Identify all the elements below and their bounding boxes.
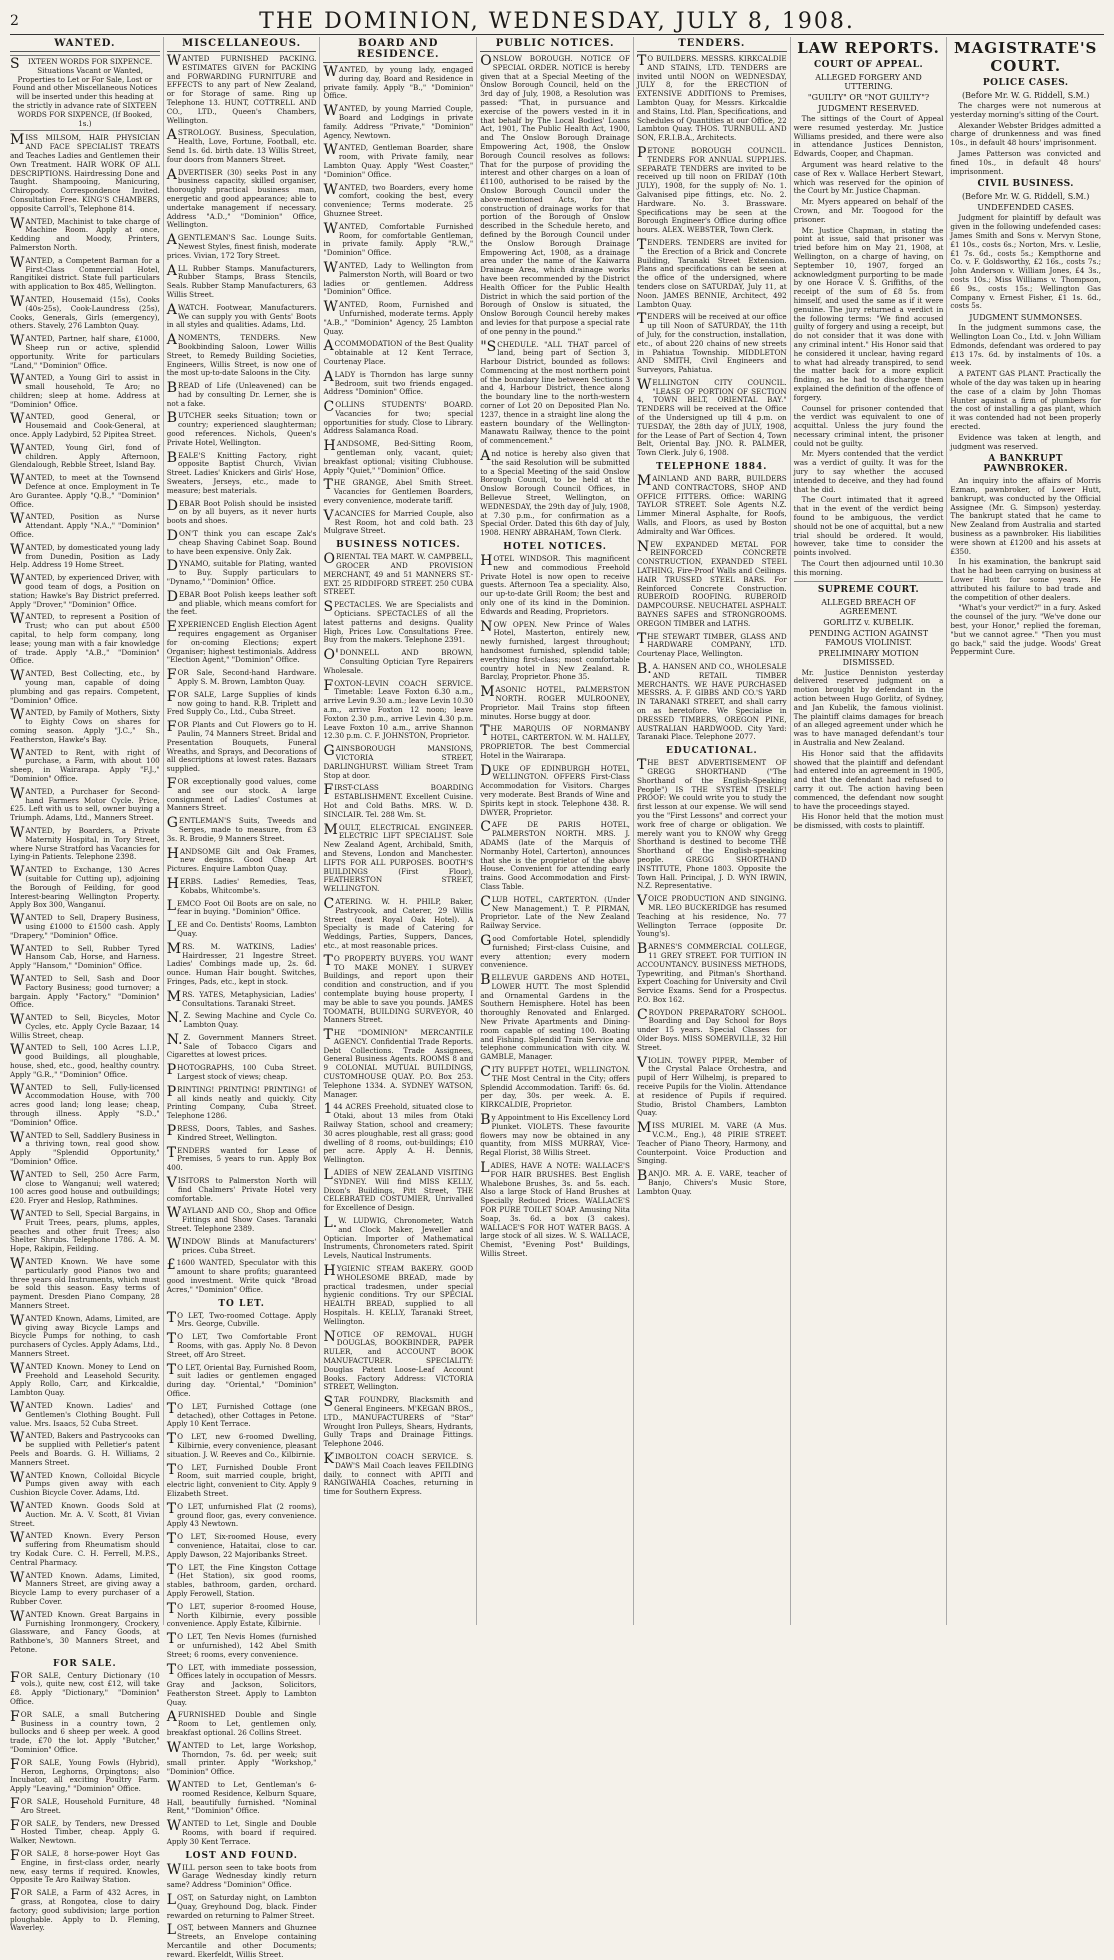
hotel-notice: NOW OPEN. New Prince of Wales Hotel, Masterton, entirely new, newly furnished, largest throughout; handsomest furnished, splendid table; everything first-class; most comfortable country hotel in New Zealand. R. Barclay, Proprietor. Phone 35. [480,618,630,682]
civil-magistrate: (Before Mr. W. G. Riddell, S.M.) [962,192,1090,202]
classified-ad: WANTED, to represent a Position of Trust; who can put about £500 capital, to help form company, long lease; young man with a fair knowledge of trade. Apply "A.B.," "Dominion" Office. [10,611,160,666]
business-notice: ORIENTAL TEA MART. W. CAMPBELL, GROCER AND PROVISION MERCHANT, 49 and 51 MANNERS ST.-EXT. 25 RIDDIFORD STREET. 250 CUBA STREET. [323,551,474,597]
miscellaneous-ad: HERBS. Ladies' Remedies, Teas, Kobabs, Whitcombe's. [166,875,317,895]
report-paragraph: "What's your verdict?" in a fury. Asked the counsel of the jury. "We've done our best, your Honor," replied the foreman, "but we cannot agree." "Then you must go back," said the judge. Woods' Great Peppermint Cure. [950,603,1101,657]
report-paragraph: Mr. Myers appeared on behalf of the Crown, and Mr. Toogood for the prisoner. [793,197,944,224]
report-paragraph: Mr. Justice Chapman, in stating the point at issue, said that prisoner was tried before him on May 21, 1908, at Wellington, on a charge of having, on September 10, 1907, forged an acknowledgment purporting to be made by one Horace V. S. Griffiths, of the receipt of the sum of £8 5s. from himself, and used the same as if it were genuine. The jury returned a verdict in the following terms: "We find accused guilty of forgery and using a receipt, but do not consider that it was done with any criminal intent." His Honor said that he considered it unclear, having regard to what had already transpired, to send the matter back for a more explicit finding, as he had to discharge them explained the definition of the offence of forgery. [793,225,944,402]
classified-ad: WANTED, a Competent Barman for a First-Class Commercial Hotel, Rangitikei district. State full particulars with application to Box 485, Wellington. [10,254,160,292]
case2-subheading2: PENDING ACTION AGAINST FAMOUS VIOLINIST. [808,628,929,647]
miscellaneous-ad: FOR Sale, Second-hand Hardware. Apply S. M. Brown, Lambton Quay. [166,667,317,686]
business-ads-list [323,553,473,1497]
classified-ad: WANTED to Sell, Saddlery Business in a thriving town, real good show. Apply "Splendid Opportunity," "Dominion" Office. [10,1129,160,1167]
lost-found-ad: LOST, on Saturday night, on Lambton Quay, Greyhound Dog, black. Finder rewarded on returning to Palmer Street. [166,1892,317,1920]
board-ad: WANTED, by young Married Couple, Board and Lodgings in private family. Address "Private," "Dominion" Agency, Newtown. [323,103,474,140]
to-let-ad: TO LET, Two Comfortable Front Rooms, with gas. Apply No. 8 Devon Street, off Aro Street. [166,1331,317,1359]
miscellaneous-ad: BUTCHER seeks Situation; town or country; experienced slaughterman; good references. Nichols, Queen's Private Hotel, Wellington. [166,410,317,447]
board-ad: HANDSOME, Bed-Sitting Room, gentleman only, vacant, quiet; breakfast optional; visiting Clubhouse. Apply "Quiet," "Dominion" Office. [323,438,474,475]
miscellaneous-ad: EXPERIENCED English Election Agent requires engagement as Organiser for on-coming Elections; expert Organiser; highest testimonials. Address "Election Agent," "Dominion" Office. [166,619,317,665]
report-paragraph: His Honor said that the affidavits showed that the plaintiff and defendant had entered into an agreement in 1905, and that the defendant had refused to carry it out. The action having been commenced, the defendant now sought to have the proceedings stayed. [793,748,944,811]
for-sale-ad: FOR SALE, 8 horse-power Hoyt Gas Engine, in first-class order, nearly new, easy terms if required. Knowles, Opposite Te Aro Railway Station. [10,1848,160,1885]
lost-found-ad: WILL person seen to take boots from Garage Wednesday kindly return same? Address "Dominion" Office. [166,1861,317,1890]
board-ad: WANTED, two Boarders, every home comfort, cooking the best, every convenience; Terms moderate. 25 Ghuznee Street. [323,181,474,218]
column-header-tenders: TENDERS. [637,37,787,52]
business-notice: 144 ACRES Freehold, situated close to Otaki, about 13 miles from Otaki Railway Station, school and creamery; 30 acres ploughable, rest all grass; good dwelling of 8 rooms, out-buildings; £10 per acre. Apply A. H. Dennis, Wellington. [323,1101,474,1165]
case2-heading: ALLEGED BREACH OF AGREEMENT. [821,597,916,616]
miscellaneous-ad: PHOTOGRAPHS, 100 Cuba Street. Largest stock of views; cheap. [166,1062,317,1082]
educational-ad: THE BEST ADVERTISEMENT OF GREGG SHORTHAND ("The Shorthand of the English-Speaking People") IS THE SYSTEM ITSELF! PROOF: We could write you to study the first lesson at our expense. We will send you the "First Lessons" and correct your work free of charge or obligation. We merely want you to KNOW why Gregg Shorthand is destined to become THE Shorthand of the English-speaking people. GREGG SHORTHAND INSTITUTE, Phone 1803. Opposite the Town Hall. Principal, J. D. WYN IRWIN, N.Z. Representative. [636,757,787,891]
business-notice: FOXTON-LEVIN COACH SERVICE. Timetable: Leave Foxton 6.30 a.m., arrive Levin 9.30 a.m.; leave Levin 10.30 a.m., arrive Foxton 12 noon; leave Foxton 2.30 p.m., arrive Levin 4.30 p.m. Leave Foxton 10 a.m., arrive Shannon 12.30 p.m. C. F. JOHNSTON, Proprietor. [323,677,474,741]
for-sale-list [10,1669,160,1934]
miscellaneous-ad: MRS. YATES, Metaphysician, Ladies' Consultations. Taranaki Street. [166,988,317,1008]
tender-notice: TO BUILDERS. MESSRS. KIRKCALDIE AND STAINS, LTD. TENDERS are invited until NOON on WEDNESDAY, JULY 8, for the ERECTION of EXTENSIVE ADDITIONS to Premises, Lambton Quay, for Messrs. Kirkcaldie and Stains, Ltd. Plan, Specifications, and Schedules of Quantities at our Office, 22 Lambton Quay. THOS. TURNBULL AND SON, F.R.I.B.A., Architects. [636,53,787,143]
classified-ad: WANTED, Best Collecting, etc., by young man, capable of doing plumbing and gas repairs. Competent, "Dominion" Office. [10,668,160,705]
miscellaneous-ad: BEALE'S Knitting Factory, right opposite Baptist Church, Vivian Street. Ladies' Knickers and Girls' Hose, Sweaters, Jerseys, etc., made to measure; best materials. [166,449,317,495]
to-let-ad: TO LET, unfurnished Flat (2 rooms), ground floor, gas, every convenience. Apply 43 Newtown. [166,1500,317,1529]
judgment-summonses: JUDGMENT SUMMONSES. [969,313,1083,323]
police-paragraphs [950,102,1101,176]
report-paragraph: Mr. Justice Denniston yesterday delivered reserved judgment on a motion brought by defendant in the action between Hugo Gorlitz, of Sydney, and Jan Kubelik, the famous violinist. The plaintiff claims damages for breach of an alleged agreement under which he was to have managed defendant's tour in Australia and New Zealand. [793,667,944,748]
educational-ad: CROYDON PREPARATORY SCHOOL. Boarding and Day School for Boys under 15 years. Special Classes for Older Boys. MISS SOMERVILLE, 32 Hill Street. [636,1006,787,1052]
business-header: BUSINESS NOTICES. [336,540,461,551]
to-let-ad: TO LET, Furnished Cottage (one detached), other Cottages in Petone. Apply 10 Kent Terrace. [166,1400,317,1429]
hotel-notice: By Appointment to His Excellency Lord Plunket. VIOLETS. These favourite flowers may now be obtained in any quantity, from MISS MURRAY, Vice-Regal Florist, 38 Willis Street. [480,1112,630,1158]
hotel-notice: DUKE OF EDINBURGH HOTEL, WELLINGTON. OFFERS First-Class Accommodation for Visitors. Charges very moderate. Best Brands of Wine and Spirits kept in stock. Telephone 438. R. DWYER, Proprietor. [480,762,630,817]
miscellaneous-ad: AWATCH. Footwear, Manufacturers. We can supply you with Gents' Boots in all styles and qualities. Adams, Ltd. [166,301,317,330]
to-let-header: TO LET. [218,1298,265,1309]
telephone-header: TELEPHONE 1884. [656,462,768,473]
classified-ad: WANTED, a Young Girl to assist in small household, Te Aro; no children; sleep at home. Address at "Dominion" Office. [10,372,160,409]
educational-ad: BARNES'S COMMERCIAL COLLEGE, 11 GREY STREET. FOR TUITION IN ACCOUNTANCY. BUSINESS METHODS, Typewriting, and Pitman's Shorthand. Expert Coaching for University and Civil Service Exams. Send for a Prospectus. P.O. Box 162. [636,941,787,1004]
lost-found-header: LOST AND FOUND. [185,1850,298,1861]
columns [10,37,1104,1959]
classified-ad: WANTED Known. Money to Lend on Freehold and Leasehold Security. Apply Rollo, Carr, and Kirkcaldie, Lambton Quay. [10,1360,160,1398]
classified-ad: WANTED, good General, or Housemaid and Cook-General, at once. Apply Ladybird, 52 Pipitea Street. [10,411,160,440]
miscellaneous-ad: N.Z. Sewing Machine and Cycle Co. Lambton Quay. [166,1010,317,1030]
to-let-ad: WANTED to Let, large Workshop, Thorndon, 7s. 6d. per week; suit small printer. Apply "Workshop," "Dominion" Office. [166,1739,317,1777]
column-wanted [10,37,164,1933]
case2-subheading3: PRELIMINARY MOTION DISMISSED. [818,648,919,667]
board-ad: THE GRANGE, Abel Smith Street. Vacancies for Gentlemen Boarders, every convenience, moderate tariff. [323,477,474,506]
civil-paragraphs [950,214,1101,311]
business-notice: L.W. LUDWIG, Chronometer, Watch and Clock Maker, Jeweller and Optician. Importer of Mathematical Instruments, Chronometers rated. Spirit Levels, Nautical Instruments. [323,1215,474,1261]
builder-ad: MAINLAND AND BARR, BUILDERS AND CONTRACTORS, SHOP AND OFFICE FITTERS. Office: WARING TAYLOR STREET. Sole Agents N.Z. Limmer Mineral Asphalte, for Roofs, Walls, and Floors, as used by Boston Admiralty and War Offices. [636,473,787,536]
hotel-notice: CITY BUFFET HOTEL, WELLINGTON. THE Most Central in the City; offers Splendid Accommodation. Tariff: 6s. 6d. per day, 30s. per week. A. E. KIRKCALDIE, Proprietor. [480,1064,630,1110]
miscellaneous-ad: MRS. M. WATKINS, Ladies' Hairdresser, 21 Ingestre Street. Ladies' Combings made up, 2s. 6d. ounce. Human Hair bought. Switches, Fringes, Pads, etc., kept in stock. [166,940,317,986]
business-notice: NOTICE OF REMOVAL. HUGH DOUGLAS, BOOKBINDER, PAPER RULER, and ACCOUNT BOOK MANUFACTURER. SPECIALITY: Douglas Patent Loose-Leaf Account Books. Factory Address: VICTORIA STREET, Wellington. [323,1328,474,1392]
to-let-ad: TO LET, Two-roomed Cottage. Apply Mrs. George, Cubville. [166,1309,317,1329]
column-magistrate [950,37,1104,1625]
police-magistrate: (Before Mr. W. G. Riddell, S.M.) [962,91,1090,100]
to-let-ad: WANTED to Let, Single and Double Rooms, with board if required. Apply 30 Kent Terrace. [166,1818,317,1846]
masthead [10,8,1104,35]
miscellaneous-ad: N.Z. Government Manners Street. Sale of Tobacco Cigars and Cigarettes at lowest prices. [166,1031,317,1060]
miscellaneous-ad: FOR SALE, Large Supplies of kinds now going to hand. R.B. Triplett and Fred Supply Co., Ltd., Cuba Street. [166,688,317,717]
classified-ad: WANTED Known, Colloidal Bicycle Pumps given away with each Cushion Bicycle Cover. Adams, Ltd. [10,1469,160,1498]
hotel-notice: BELLEVUE GARDENS AND HOTEL, LOWER HUTT. The most Splendid and Ornamental Gardens in the Southern Hemisphere. Hotel has been thoroughly Renovated and Enlarged. New Private Apartments and Dining-room capable of seating 100. Boating and Fishing. Splendid Train Service and telephone communication with city. W. GAMBLE, Manager. [480,972,630,1062]
hotel-notice: Good Comfortable Hotel, splendidly furnished; First-class Cuisine, and every attention; every modern convenience. [480,932,630,970]
column-header-board: BOARD AND RESIDENCE. [323,37,473,63]
lost-found-ad: LOST, between Manners and Ghuznee Streets, an Envelope containing Mercantile and other Documents; reward. Ekerfeldt, Willis Street. [166,1922,317,1959]
classified-ad: WANTED, Bakers and Pastrycooks can be supplied with Pelletier's patent Peels and Boards. G. H. Williams, 2 Manners Street. [10,1430,160,1467]
miscellaneous-ad: DON'T think you can escape Zak's cheap Shaving Cabinet Soap. Bound to have been expensive. Only Zak. [166,528,317,556]
wanted-ads-list [10,134,160,1654]
board-ad: VACANCIES for Married Couple, also Rest Room, hot and cold bath. 23 Mulgrave Street. [323,507,474,536]
classified-ad: WANTED, by Boarders, a Private Maternity Hospital, in Tory Street, where Nurse Stratford has Vacancies for Lying-in Patients. Telephone 2398. [10,824,160,862]
bankrupt-paragraphs [950,477,1101,657]
miscellaneous-ad: LEE and Co. Dentists' Rooms, Lambton Quay. [166,919,317,938]
board-ad: ALADY is Thorndon has large sunny Bedroom, suit two friends engaged. Address "Dominion" Office. [323,368,474,397]
to-let-ad: TO LET, Ten Nevis Homes (furnished or unfurnished), 142 Abel Smith Street; 6 rooms, every convenience. [166,1631,317,1659]
builder-ad: B.A. HANSEN AND CO., WHOLESALE AND RETAIL TIMBER MERCHANTS. WE HAVE PURCHASED MESSRS. A. F. GIBBS AND CO.'S YARD IN TARANAKI STREET, and shall carry on as heretofore. We Specialise in DRESSED TIMBERS, OREGON PINE, AUSTRALIAN HARDWOOD. City Yard: Taranaki Place. Telephone 2077. [636,661,787,742]
undefended-cases: UNDEFENDED CASES. [977,203,1074,213]
business-notice: FIRST-CLASS BOARDING ESTABLISHMENT. Excellent Cuisine. Hot and Cold Baths. MRS. W. D. SINCLAIR. Tel. 288 Wm. St. [323,782,474,819]
hotel-notice: LADIES, HAVE A NOTE: WALLACE'S FOR HAIR BRUSHES. Best English Whalebone Brushes, 3s. and 5s. each. Also a large Stock of Hand Brushes at Specially Reduced Prices. WALLACE'S FOR PURE TOILET SOAP. Amusing Nita Soap, 3s. 6d. a box (3 cakes). WALLACE'S FOR HOT WATER BAGS. A large stock of all sizes. W. S. WALLACE, Chemist, "Evening Post" Buildings, Willis Street. [480,1160,630,1258]
column-board [323,37,477,1625]
business-notice: LADIES of NEW ZEALAND VISITING SYDNEY. Will find MISS KELLY, Dixon's Buildings, Pitt Street, THE CELEBRATED COSTUMIER, Unrivalled for Excellence of Design. [323,1167,474,1213]
classified-ad: WANTED to Sell, Rubber Tyred Hansom Cab, Horse, and Harness. Apply "Hansom," "Dominion" Office. [10,942,160,971]
miscellaneous-ad: WANTED FURNISHED PACKING. ESTIMATES GIVEN for PACKING and FORWARDING FURNITURE and EFFECTS to any part of New Zealand, or for Storage of same. Ring up Telephone 13. HUNT, COTTRELL AND CO., LTD., Queen's Chambers, Wellington. [166,53,317,125]
educational-ad: BANJO. MR. A. E. VARE, teacher of Banjo, Chivers's Music Store, Lambton Quay. [636,1168,787,1196]
miscellaneous-ad: £1600 WANTED, Speculator with this amount to share profits; guaranteed good investment. Write quick "Broad Acres," "Dominion" Office. [166,1257,317,1294]
hotel-notices-list [480,555,630,1259]
miscellaneous-ad: WAYLAND AND CO., Shop and Office Fittings and Show Cases. Taranaki Street. Telephone 2389. [166,1205,317,1234]
report-paragraph: The Court then adjourned until 10.30 this morning. [793,559,944,577]
hotel-header: HOTEL NOTICES. [503,542,607,553]
miscellaneous-ad: ANOMENTS, TENDERS. New Bookbinding Saloon, Lower Willis Street, to Remedy Building Societies, Engineers, Willis Street, is now one of the most up-to-date Saloons in the City. [166,332,317,378]
business-notice: CATERING. W. H. PHILP, Baker, Pastrycook, and Caterer, 29 Willis Street (next Royal Oak Hotel). A Specialty is made of Catering for Weddings, Parties, Suppers, Dances, etc., at most reasonable prices. [323,895,474,950]
hotel-notice: HOTEL WINDSOR. This magnificent new and commodious Freehold Private Hotel is now open to receive guests. Afternoon Tea a speciality. Also, our up-to-date Grill Room; the best and only one of its kind in the Dominion. Edwards and Reading, Proprietors. [480,553,630,616]
column-tenders [637,37,791,1625]
case1-subheading: "GUILTY" OR "NOT GUILTY"? [807,93,930,102]
for-sale-ad: FOR SALE, Young Fowls (Hybrid), Heron, Leghorns, Orpingtons; also Incubator, all exciting Poultry Farm. Apply "Leaving," "Dominion" Office. [10,1756,160,1794]
classified-ad: WANTED, Housemaid (15s), Cooks (40s-25s), Cook-Laundress (25s), Cooks, Generals, Girls (emergency), others. Stavely, 276 Lambton Quay. [10,293,160,331]
law-reports-title: LAW REPORTS. [797,39,940,57]
business-notice: STAR FOUNDRY, Blacksmith and General Engineers. M'KEGAN BROS., LTD., MANUFACTURERS of "Star" Wrought Iron Pulleys, Shears, Hydrants, Gully Traps and Drainage Fittings. Telephone 2046. [323,1394,474,1449]
board-ad: WANTED, Gentleman Boarder, share room, with Private family, near Lambton Quay. Apply "West Coaster," "Dominion" Office. [323,142,474,179]
for-sale-ad: FOR SALE, a small Butchering Business in a country town, 2 bullocks and 6 sheep per week. A good trade, £70 the lot. Apply "Butcher," "Dominion" Office. [10,1708,160,1755]
to-let-ad: TO LET, the Fine Kingston Cottage (Het Station), six good rooms, stables, bathroom, garden, orchard. Apply Ferowell, Station. [166,1561,317,1598]
classified-ad: WANTED to Sell, Drapery Business, using £1000 to £1500 cash. Apply "Drapery," "Dominion" Office. [10,912,160,940]
for-sale-ad: FOR SALE, by Tenders, new Dressed Hosted Timber, cheap. Apply G. Walker, Newtown. [10,1817,160,1846]
public-notice: "SCHEDULE. "ALL THAT parcel of land, being part of Section 3, Harbour District, bounded as follows: Commencing at the most northern point of the boundary line between Sections 3 and 4, Harbour District, thence along the boundary line to the north-western corner of Lot 20 on Deposited Plan No. 1237, thence in a straight line along the eastern boundary of the Wellington-Manawatu Railway, thence to the point of commencement." [480,338,630,446]
wanted-intro: SIXTEEN WORDS FOR SIXPENCE. Situations Vacant or Wanted, Properties to Let or For Sale, Lost or Found and other Miscellaneous Notices will be inserted under this heading at the strictly in advance rate of SIXTEEN WORDS FOR SIXPENCE, (If Booked, 1s.) [10,55,160,131]
classified-ad: WANTED Known. Adams, Limited, Manners Street, are giving away a Bicycle Lamp to every purchaser of a Rubber Cover. [10,1569,160,1606]
police-cases: POLICE CASES. [982,78,1069,88]
public-notices-list [480,55,630,538]
page-number: 2 [10,13,19,29]
report-paragraph: In the judgment summons case, the Wellington Loan Co., Ltd. v. John William Edmonds, defendant was ordered to pay £13 17s. 6d. by instalments of 10s. a week. [950,323,1101,368]
to-let-ad: TO LET, new 6-roomed Dwelling, Kilbirnie, every convenience, pleasant situation. J. W. Reeves and Co., Kilbirnie. [166,1431,317,1459]
tenders-list [637,55,787,458]
misc-ads-list [167,55,317,1295]
for-sale-ad: FOR SALE, Century Dictionary (10 vols.), quite new, cost £12, will take £8. Apply "Dictionary," "Dominion" Office. [10,1669,160,1707]
educational-ad: VIOLIN. TOWEY PIPER, Member of the Crystal Palace Orchestra, and pupil of Herr Wilhelmj, is prepared to receive Pupils for the Violin. Attendance at residence of Pupils if required. Studio, Bristol Chambers, Lambton Quay. [636,1054,787,1118]
classified-ad: WANTED to Sell, Bicycles, Motor Cycles, etc. Apply Cycle Bazaar, 14 Willis Street, cheap. [10,1012,160,1040]
newspaper-title: THE DOMINION, WEDNESDAY, JULY 8, 1908. [259,8,855,34]
business-notice: SPECTACLES. We are Specialists and Opticians. SPECTACLES of all the latest patterns and designs. Quality High, Prices Low. Consultations Free. Buy from the makers. Telephone 2391. [323,599,474,645]
to-let-ad: TO LET, Oriental Bay, Furnished Room, suit ladies or gentlemen engaged during day. "Oriental," "Dominion" Office. [166,1361,317,1398]
miscellaneous-ad: PRINTING! PRINTING! PRINTING! of all kinds neatly and quickly. City Printing Company, Cuba Street. Telephone 1286. [166,1083,317,1121]
miscellaneous-ad: ALL Rubber Stamps. Manufacturers, Rubber Stamps, Brass Stencils, Seals. Rubber Stamp Manufacturers, 63 Willis Street. [166,262,317,299]
to-let-ad: TO LET, superior 8-roomed House, North Kilbirnie, every possible convenience. Apply Estate, Kilbirnie. [166,1600,317,1629]
report-paragraph: His Honor held that the motion must be dismissed, with costs to plaintiff. [793,812,944,831]
for-sale-ad: FOR SALE, Household Furniture, 48 Aro Street. [10,1796,160,1815]
summons-paragraphs [950,324,1101,451]
miscellaneous-ad: VISITORS to Palmerston North will find Chalmers' Private Hotel very comfortable. [166,1175,317,1203]
classified-ad: WANTED, a Purchaser for Second-hand Farmers Motor Cycle. Price, £25. Left with us to sell, owner buying a Triumph. Adams, Ltd., Manners Street. [10,785,160,823]
business-notice: HYGIENIC STEAM BAKERY. GOOD WHOLESOME BREAD, made by practical tradesmen, under special hygienic conditions. Try our SPECIAL HEALTH BREAD, supplied to all Hospitals. H. KELLY, Taranaki Street, Wellington. [323,1263,474,1326]
educational-list [637,759,787,1196]
miscellaneous-ad: HANDSOME Gilt and Oak Frames, new designs. Good Cheap Art Pictures. Enquire Lambton Quay. [166,845,317,874]
miscellaneous-ad: GENTLEMAN'S Suits, Tweeds and Serges, made to measure, from £3 3s. R. Brodie, 9 Manners Street. [166,815,317,843]
miscellaneous-ad: PRESS, Doors, Tables, and Sashes. Kindred Street, Wellington. [166,1123,317,1142]
column-header-public: PUBLIC NOTICES. [480,37,630,52]
business-notice: THE "DOMINION" MERCANTILE AGENCY. Confidential Trade Reports. Debt Collections. Trade Assignees, General Business Agents. ROOMS 8 and 9 COLONIAL MUTUAL BUILDINGS, CUSTOMHOUSE QUAY. P.O. Box 253. Telephone 1334. A. SYDNEY WATSON, Manager. [323,1027,474,1099]
miscellaneous-ad: TENDERS wanted for Lease of Premises, 5 years to run. Apply Box 400. [166,1144,317,1173]
educational-ad: MISS MURIEL M. VARE (A Mus. V.C.M., Eng.), 48 PIRIE STREET. Teacher of Piano Theory, Harmony, and Counterpoint. Voice Production and Singing. [636,1120,787,1166]
case1-paragraphs [794,115,944,578]
classified-ad: MISS MILSOM, HAIR PHYSICIAN AND FACE SPECIALIST TREATS and Teaches Ladies and Gentlemen their Own Treatment. HAIR WORK OF ALL DESCRIPTIONS. Hairdressing Done and Taught. Shampooing, Manicuring, Chiropody. Correspondence Invited. Consultation Free. KING'S CHAMBERS, opposite Carroll's, Telephone 814. [10,132,160,213]
business-notice: TO PROPERTY BUYERS. YOU WANT TO MAKE MONEY. I SURVEY Buildings, and report upon their condition and construction, and if you contemplate buying house property, I may be able to save you pounds. JAMES TOOMATH, BUILDING SURVEYOR, 40 Manners Street. [323,952,474,1025]
classified-ad: WANTED, by experienced Driver, with good team of dogs, a Position on station; Hawke's Bay District preferred. Apply "Drover," "Dominion" Office. [10,572,160,609]
classified-ad: WANTED, to meet at the Townsend Defence at once. Employment in Te Aro Gurantee. Apply "Q.B.," "Dominion" Office. [10,472,160,509]
tender-notice: PETONE BOROUGH COUNCIL. TENDERS FOR ANNUAL SUPPLIES. SEPARATE TENDERS are invited to be received up till noon on FRIDAY (10th JULY), 1908, for the supply of: No. 1. Galvanised pipe fittings, etc. No. 2. Hardware. No. 3. Brassware. Specifications may be seen at the Borough Engineer's Office during office hours. ALEX. WEBSTER, Town Clerk. [636,144,787,235]
business-notice: GAINSBOROUGH MANSIONS, VICTORIA STREET, DARLINGHURST. William Street Tram Stop at door. [323,743,474,780]
report-paragraph: Judgment for plaintiff by default was given in the following undefended cases: James Smith and Sons v. Mervyn Stone, £1 10s., costs 6s.; Norton, Mrs. v. Leslie, £1 7s. 6d., costs 5s.; Kempthorne and Co. v. F. Goldsworthy, £2 16s., costs 7s.; John Anderson v. William Jones, £4 3s., costs 10s.; Miss Williams v. Thompson, £6 9s., costs 15s.; Wellington Gas Company v. Ernest Fisher, £1 1s. 6d., costs 5s. [950,213,1101,311]
miscellaneous-ad: BREAD of Life (Unleavened) can be had by consulting Dr. Lerner, she is not a fake. [166,380,317,408]
miscellaneous-ad: ADVERTISER (30) seeks Post in any business capacity, skilled organiser, thoroughly practical business man, energetic and good appearance; able to undertake management if necessary. Address "A.D.," "Dominion" Office, Wellington. [166,166,317,230]
case1-subheading2: JUDGMENT RESERVED. [818,104,919,113]
board-ad: ACCOMMODATION of the Best Quality obtainable at 12 Kent Terrace, Courtenay Place. [323,338,474,366]
classified-ad: WANTED to Sell, 250 Acre Farm, close to Wanganui; well watered; 100 acres good house and outbuildings; £20. Fryer and Heslop, Rathmines. [10,1168,160,1206]
column-header-wanted: WANTED. [10,37,160,52]
to-let-ad: TO LET, Six-roomed House, every convenience, Hataitai, close to car. Apply Dawson, 22 Majoribanks Street. [166,1531,317,1559]
miscellaneous-ad: FOR exceptionally good values, come and see our stock. A large consignment of Ladies' Costumes at Manners Street. [166,775,317,813]
public-notice: And notice is hereby also given that the said Resolution will be submitted to a Special Meeting of the said Onslow Borough Council, to be held at the Onslow Borough Council Offices, in Bellevue Street, Wellington, on WEDNESDAY, the 29th day of July, 1908, at 7.30 p.m., for confirmation as a Special Order. Dated this 6th day of July, 1908. HENRY ABRAHAM, Town Clerk. [480,448,630,538]
bankrupt-heading: A BANKRUPT PAWNBROKER. [983,454,1069,475]
board-ad: WANTED, Comfortable Furnished Room, for comfortable Gentleman, in private family. Apply "R.W.," "Dominion" Office. [323,220,474,258]
tender-notice: TENDERS will be received at our office up till Noon of SATURDAY, the 11th of July, for the construction, installation, etc., of about 220 chains of new streets in Pahiatua Township. MIDDLETON AND SMITH, Civil Engineers and Surveyors, Pahiatua. [636,311,787,375]
business-notice: MOULT, ELECTRICAL ENGINEER. ELECTRIC LIFT SPECIALIST. Sole New Zealand Agent, Archibald, Smith, and Stevens, London and Manchester. LIFTS FOR ALL PURPOSES. BOOTH'S BUILDINGS (First Floor), FEATHERSTON STREET, WELLINGTON. [323,821,474,894]
civil-business: CIVIL BUSINESS. [977,179,1074,190]
report-paragraph: The Court intimated that it agreed that in the event of the verdict being found to be ambiguous, the verdict should not be one of acquittal, but a new trial should be ordered. It would, however, take time to consider the points involved. [793,495,944,558]
miscellaneous-ad: WINDOW Blinds at Manufacturers' prices. Cuba Street. [166,1235,317,1255]
report-paragraph: Counsel for prisoner contended that the verdict was equivalent to one of acquittal. Unless the jury found the necessary criminal intent, the prisoner could not be guilty. [793,403,944,448]
board-ad: WANTED, Lady to Wellington from Palmerston North, will Board or two ladies or gentlemen. Address "Dominion" Office. [323,259,474,297]
case2-paragraphs [794,669,944,831]
classified-ad: WANTED Known. We have some particularly good Pianos two and three years old Instruments, which must be sold this season. Easy terms of payment. Dresden Piano Company, 28 Manners Street. [10,1256,160,1310]
report-paragraph: James Patterson was convicted and fined 10s., in default 48 hours' imprisonment. [950,148,1101,176]
board-ad: WANTED, Room, Furnished and Unfurnished, moderate terms. Apply "A.B.," "Dominion" Agency, 25 Lambton Quay. [323,299,474,336]
tender-notice: WELLINGTON CITY COUNCIL. "LEASE OF PORTION OF SECTION 4, TOWN BELT, ORIENTAL BAY." TENDERS will be received at the Office of the Undersigned up till 4 p.m. on TUESDAY, the 28th day of JULY, 1908, for the Lease of Part of Section 4, Town Belt, Oriental Bay. JNO. R. PALMER, Town Clerk. July 6, 1908. [636,376,787,458]
hotel-notice: MASONIC HOTEL, PALMERSTON NORTH. ROGER MULROONEY, Proprietor. Mail Trains stop fifteen minutes. Horse buggy at door. [480,684,630,721]
report-paragraph: Evidence was taken at length, and judgment was reserved. [950,432,1101,451]
classified-ad: WANTED, Partner, half share, £1000, Sheep run or active, splendid opportunity. Write for particulars "Land," "Dominion" Office. [10,333,160,370]
to-let-list [166,1309,317,1847]
to-let-ad: AFURNISHED Double and Single Room to Let, gentlemen only, breakfast optional. 26 Collins Street. [166,1709,317,1738]
builders-list [637,475,787,742]
supreme-court: SUPREME COURT. [817,584,920,595]
column-header-misc: MISCELLANEOUS. [167,37,317,52]
classified-ad: WANTED, Machinist to take charge of Machine Room. Apply at once, Kedding and Moody, Printers, Palmerston North. [10,215,160,252]
classified-ad: WANTED to Sell, Fully-licensed Accommodation House, with 700 acres good land; long lease; cheap, through illness. Apply "S.D.," "Dominion" Office. [10,1081,160,1127]
magistrate-court-title: MAGISTRATE'S COURT. [954,39,1098,75]
miscellaneous-ad: AGENTLEMAN'S Sac. Lounge Suits. Newest Styles, finest finish, moderate prices. Vivian, 172 Tory Street. [166,232,317,260]
case2-subheading: GORLITZ v. KUBELIK. [823,617,914,627]
classified-ad: WANTED Known. Great Bargains in Furnishing Ironmongery, Crockery, Glassware, and Fancy Goods, at Rathbone's, 30 Manners Street, and Petone. [10,1608,160,1654]
column-miscellaneous [166,37,321,1959]
classified-ad: WANTED to Sell, Sash and Door Factory Business; good turnover; a bargain. Apply "Factory," "Dominion" Office. [10,972,160,1010]
report-paragraph: In his examination, the bankrupt said that he had been carrying on business at Lower Hutt for some years. He attributed his failure to bad trade and the competition of other dealers. [950,557,1101,602]
public-notice: ONSLOW BOROUGH. NOTICE OF SPECIAL ORDER. NOTICE is hereby given that at a Special Meeting of the Onslow Borough Council, held on the 3rd day of July, 1908, a Resolution was passed: "That, in pursuance and exercise of the powers vested in it in that behalf by The Local Bodies' Loans Act, 1901, The Public Health Act, 1900, and The Onslow Borough Drainage Empowering Act, 1908, the Onslow Borough Council resolves as follows: That for the purpose of providing the interest and other charges on a loan of £1100, authorised to be raised by the Onslow Borough Council under the above-mentioned Acts, for the construction of drainage works for that portion of the Borough of Onslow described in the Schedule hereto, and defined by the Borough Council under the Onslow Borough Drainage Empowering Act, 1908, as a drainage area under the name of the Kaiwarra Drainage Area, which drainage works have been recommended by the District Health Officer for the Public Health District in which the said portion of the Borough of Onslow is situated, the Onslow Borough Council hereby makes and levies for that purpose a special rate of one penny in the pound." [480,53,630,336]
for-sale-header: FOR SALE. [53,1658,117,1669]
classified-ad: WANTED, by domesticated young lady from Dunedin, Position as Lady Help. Address 19 Home Street. [10,541,160,570]
classified-ad: WANTED Known, Adams, Limited, are giving away Bicycle Lamps and Bicycle Pumps for nothing, to cash purchasers of Cycles. Apply Adams, Ltd., Manners Street. [10,1312,160,1358]
hotel-notice: CAFE DE PARIS HOTEL, PALMERSTON NORTH. MRS. J. ADAMS (late of the Marquis of Normanby Hotel, Carterton), announces that she is the proprietor of the above House. Convenient for attending early trains. Good Accommodation and First-Class Table. [480,819,630,891]
classified-ad: WANTED Known. Goods Sold at Auction. Mr. A. V. Scott, 81 Vivian Street. [10,1499,160,1528]
for-sale-ad: FOR SALE, a Farm of 432 Acres, in grass, at Rongotea, close to dairy factory; good subdivision; large portion ploughable. Apply to D. Fleming, Waverley. [10,1887,160,1933]
hotel-notice: CLUB HOTEL, CARTERTON. (Under New Management.) T. P. PIRMAN, Proprietor. Late of the New Zealand Railway Service. [480,893,630,931]
miscellaneous-ad: DEBAR Boot Polish should be insisted on by all buyers, as it never hurts boots and shoes. [166,497,317,526]
miscellaneous-ad: DYNAMO, suitable for Plating, wanted to Buy. Supply particulars to "Dynamo," "Dominion" Office. [166,558,317,587]
board-ad: COLLINS STUDENTS' BOARD. Vacancies for two; special opportunities for study. Close to Library. Address Salamanca Road. [323,399,474,436]
to-let-ad: TO LET, with immediate possession, Offices lately in occupation of Messrs. Gray and Jackson, Solicitors, Featherston Street. Apply to Lambton Quay. [166,1661,317,1707]
classified-ad: WANTED to Sell, 100 Acres L.I.P., good Buildings, all ploughable, house, shed, etc., good, healthy country. Apply "G.R.," "Dominion" Office. [10,1042,160,1079]
classified-ad: WANTED to Sell, Special Bargains, in Fruit Trees, pears, plums, apples, peaches and other fruit Trees; also Shelter Shrubs. Telephone 1786. A. M. Hope, Rakipin, Feilding. [10,1208,160,1254]
tender-notice: TENDERS. TENDERS are invited for the Erection of a Brick and Concrete Building, Taranaki Street Extension. Plans and specifications can be seen at the office of the undersigned, where tenders close on SATURDAY, July 11, at Noon. JAMES BENNIE, Architect, 492 Lambton Quay. [636,236,787,309]
miscellaneous-ad: LEMCO Foot Oil Boots are on sale, no fear in buying. "Dominion" Office. [166,897,317,917]
educational-ad: VOICE PRODUCTION AND SINGING. MR. LEO BUCKERIDGE has resumed Teaching at his residence, No. 77 Wellington Terrace (opposite Dr. Young's). [636,893,787,939]
builder-ad: THE STEWART TIMBER, GLASS AND HARDWARE COMPANY, LTD. Courtenay Place, Wellington. [636,630,787,659]
classified-ad: WANTED to Exchange, 130 Acres (suitable for Cutting up), adjoining the Borough of Feilding, for good Interest-bearing Wellington Property. Apply Box 300, Wanganui. [10,864,160,910]
court-of-appeal: COURT OF APPEAL. [813,60,924,70]
classified-ad: WANTED, by Family of Mothers, Sixty to Eighty Cows on shares for coming season. Apply "J.C.," Sh., Featherston, Hawke's Bay. [10,707,160,744]
classified-ad: WANTED, Position as Nurse Attendant. Apply "N.A.," "Dominion" Office. [10,511,160,540]
report-paragraph: Argument was heard relative to the case of Rex v. Wallace Herbert Stewart, which was reserved for the opinion of the Court by Mr. Justice Chapman. [793,159,944,196]
board-ads-list [323,66,473,536]
report-paragraph: An inquiry into the affairs of Morris Ezman, pawnbroker, of Lower Hutt, bankrupt, was conducted by the Official Assignee (Mr. G. Simpson) yesterday. The bankrupt stated that he came to New Zealand from Australia and started business as a pawnbroker. His liabilities were shown at £1200 and his assets at £350. [950,476,1101,556]
educational-header: EDUCATIONAL. [666,746,758,757]
business-notice: O'DONNELL AND BROWN, Consulting Optician Tyre Repairers Wholesale. [323,647,474,675]
classified-ad: WANTED Known. Every Person suffering from Rheumatism should try Kodak Cure. C. H. Ferrell, M.P.S., Central Pharmacy. [10,1530,160,1567]
report-paragraph: Alexander Webster Bridges admitted a charge of drunkenness and was fined 10s., in default 48 hours' imprisonment. [950,120,1101,148]
lost-found-list [166,1861,317,1960]
classified-ad: WANTED to Rent, with right of purchase, a Farm, with about 100 sheep, in Wairarapa. Apply "F.J.," "Dominion" Office. [10,746,160,783]
column-public [480,37,634,1625]
hotel-notice: THE MARQUIS OF NORMANBY HOTEL, CARTERTON. W. M. HALLEY, PROPRIETOR. The best Commercial Hotel in the Wairarapa. [480,723,630,760]
to-let-ad: WANTED to Let, Gentleman's 6-roomed Residence, Kelburn Square, Hall, beautifully furnished. "Nominal Rent," "Dominion" Office. [166,1779,317,1816]
builder-ad: NEW EXPANDED METAL FOR REINFORCED CONCRETE CONSTRUCTION, EXPANDED STEEL LATHING, Fire-Proof Walls and Ceilings. HAIR TRUSSED STEEL BARS. For Reinforced Concrete Construction. RUBEROID ROOFING. RUBEROID DAMPCOURSE. NEUCHATEL ASPHALT. BAYNES SAFES and STRONGROOMS. OREGON TIMBER and LATHS. [636,538,787,628]
column-law-reports [794,37,948,1625]
miscellaneous-ad: DEBAR Boot Polish keeps leather soft and pliable, which means comfort for the feet. [166,588,317,617]
case1-heading: ALLEGED FORGERY AND UTTERING. [815,73,922,91]
classified-ad: WANTED, Young Girl, fond of children. Apply Afternoon, Glendalough, Rebble Street, Island Bay. [10,441,160,470]
miscellaneous-ad: FOR Plants and Cut Flowers go to H. Paulin, 74 Manners Street. Bridal and Presentation Bouquets, Funeral Wreaths, and Sprays, and Decorations of all descriptions at lowest rates. Bazaars supplied. [166,719,317,774]
report-paragraph: The charges were not numerous at yesterday morning's sitting of the Court. [950,101,1101,119]
report-paragraph: The sittings of the Court of Appeal were resumed yesterday. Mr. Justice Williams presided, and there were also in attendance Justices Denniston, Edwards, Cooper, and Chapman. [793,114,944,159]
report-paragraph: A PATENT GAS PLANT. Practically the whole of the day was taken up in hearing the case of a claim by John Thomas Hunter against a firm of plumbers for the cost of installing a gas plant, which it was contended had not been properly erected. [950,369,1101,431]
miscellaneous-ad: ASTROLOGY. Business, Speculation, Health, Love, Fortune, Football, etc. Send 1s. 6d. birth date. 13 Willis Street, four doors from Manners Street. [166,127,317,164]
business-notice: KIMBOLTON COACH SERVICE. S. DAW'S Mail Coach leaves FEILDING daily, to connect with APITI and RANGIWAHIA Coaches, returning in time for Southern Express. [323,1450,474,1497]
to-let-ad: TO LET, Furnished Double Front Room, suit married couple, bright, electric light, convenient to City. Apply 9 Elizabeth Street. [166,1461,317,1498]
board-ad: WANTED, by young lady, engaged during day, Board and Residence in private family. Apply "B.," "Dominion" Office. [323,64,474,101]
report-paragraph: Mr. Myers contended that the verdict was a verdict of guilty. It was for the jury to say whether the accused intended to deceive, and they had found that he did. [793,449,944,494]
classified-ad: WANTED Known. Ladies' and Gentlemen's Clothing Bought. Full value. Mrs. Isaacs, 52 Cuba Street. [10,1399,160,1428]
